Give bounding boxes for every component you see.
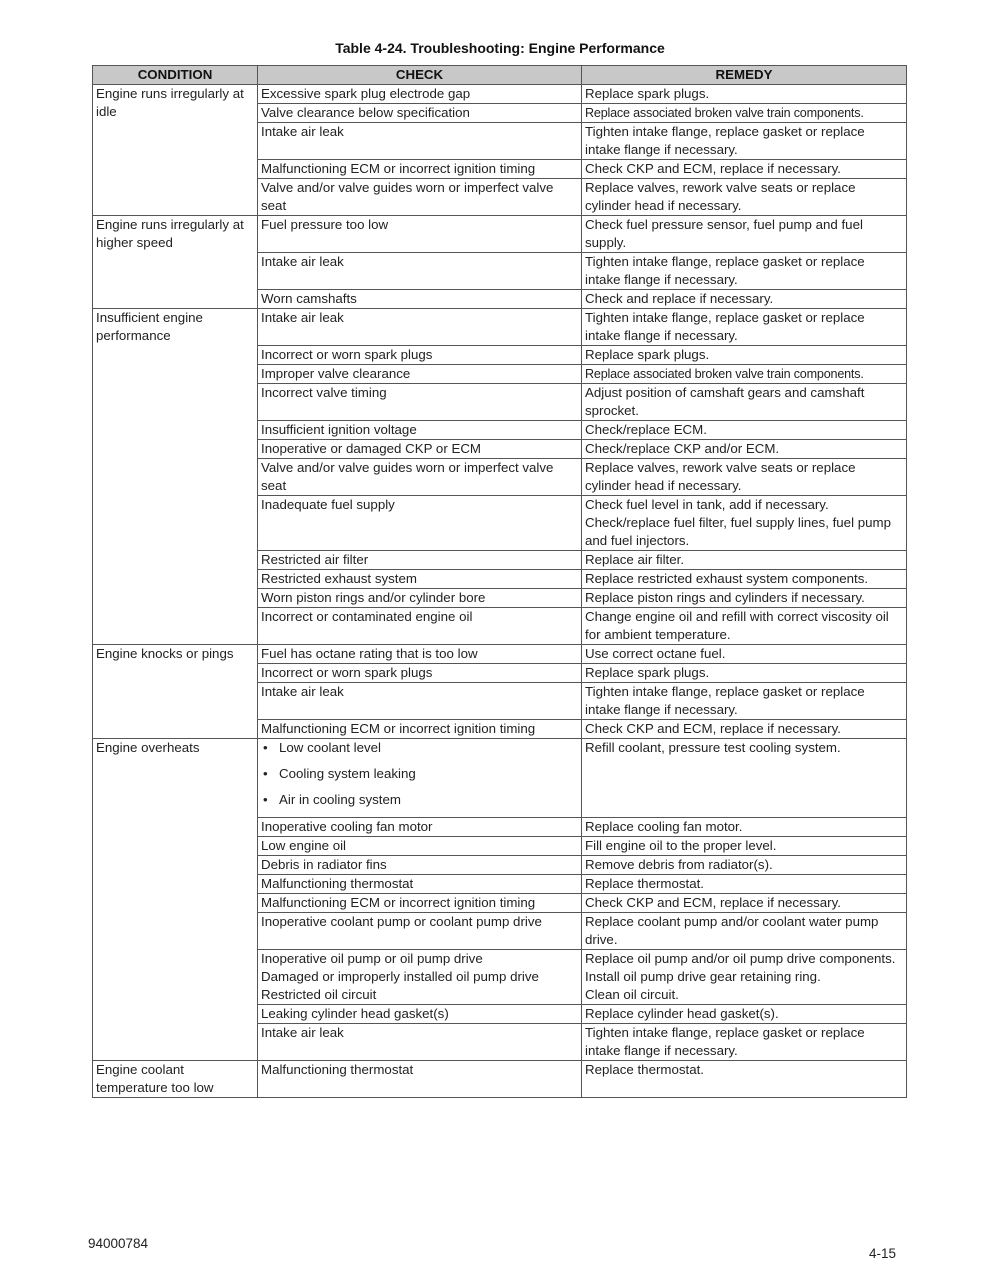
- remedy-cell: Adjust position of camshaft gears and camshaft sprocket.: [582, 384, 907, 421]
- check-cell: Fuel has octane rating that is too low: [258, 645, 582, 664]
- remedy-cell: Remove debris from radiator(s).: [582, 856, 907, 875]
- remedy-cell: Replace valves, rework valve seats or replace cylinder head if necessary.: [582, 459, 907, 496]
- check-cell: Restricted air filter: [258, 551, 582, 570]
- check-cell: Restricted exhaust system: [258, 570, 582, 589]
- check-cell: Malfunctioning ECM or incorrect ignition timing: [258, 894, 582, 913]
- remedy-cell: Check fuel pressure sensor, fuel pump and fuel supply.: [582, 216, 907, 253]
- remedy-cell: Tighten intake flange, replace gasket or replace intake flange if necessary.: [582, 253, 907, 290]
- check-cell: Debris in radiator fins: [258, 856, 582, 875]
- check-cell: Valve and/or valve guides worn or imperfect valve seat: [258, 179, 582, 216]
- remedy-cell: Check CKP and ECM, replace if necessary.: [582, 160, 907, 179]
- check-cell: Improper valve clearance: [258, 365, 582, 384]
- remedy-line: Clean oil circuit.: [585, 987, 679, 1002]
- list-item: • Cooling system leaking: [261, 765, 578, 791]
- check-cell: Malfunctioning thermostat: [258, 1061, 582, 1098]
- bullet-list: [261, 739, 578, 817]
- remedy-cell: Replace thermostat.: [582, 1061, 907, 1098]
- remedy-cell: Check fuel level in tank, add if necessary. Check/replace fuel filter, fuel supply lines, fuel pump and fuel injectors.: [582, 496, 907, 551]
- check-cell: Inoperative cooling fan motor: [258, 818, 582, 837]
- check-cell: Malfunctioning ECM or incorrect ignition timing: [258, 160, 582, 179]
- check-header: CHECK: [258, 66, 582, 85]
- check-cell: Fuel pressure too low: [258, 216, 582, 253]
- remedy-cell: Change engine oil and refill with correct viscosity oil for ambient temperature.: [582, 608, 907, 645]
- troubleshooting-table: [92, 65, 907, 1098]
- remedy-line: Install oil pump drive gear retaining ring.: [585, 969, 821, 984]
- remedy-cell: Check/replace CKP and/or ECM.: [582, 440, 907, 459]
- check-cell: Malfunctioning ECM or incorrect ignition timing: [258, 720, 582, 739]
- check-cell: Incorrect or worn spark plugs: [258, 664, 582, 683]
- remedy-cell: Replace restricted exhaust system components.: [582, 570, 907, 589]
- remedy-cell: Tighten intake flange, replace gasket or replace intake flange if necessary.: [582, 1024, 907, 1061]
- condition-cell: Engine knocks or pings: [93, 645, 258, 739]
- check-cell: Incorrect or worn spark plugs: [258, 346, 582, 365]
- condition-cell: Engine runs irregularly at higher speed: [93, 216, 258, 309]
- remedy-cell: Check CKP and ECM, replace if necessary.: [582, 894, 907, 913]
- document-number: 94000784: [88, 1236, 149, 1251]
- table-header-row: [93, 66, 907, 85]
- list-item: • Air in cooling system: [261, 791, 578, 817]
- remedy-cell: Replace coolant pump and/or coolant water pump drive.: [582, 913, 907, 950]
- check-cell: Excessive spark plug electrode gap: [258, 85, 582, 104]
- remedy-cell: Tighten intake flange, replace gasket or replace intake flange if necessary.: [582, 309, 907, 346]
- check-cell: [258, 950, 582, 1005]
- condition-cell: Engine overheats: [93, 739, 258, 1061]
- check-cell: Incorrect or contaminated engine oil: [258, 608, 582, 645]
- check-cell: Insufficient ignition voltage: [258, 421, 582, 440]
- list-item: • Low coolant level: [261, 739, 578, 765]
- remedy-header: REMEDY: [582, 66, 907, 85]
- remedy-line: Replace oil pump and/or oil pump drive components.: [585, 951, 896, 966]
- condition-header: CONDITION: [93, 66, 258, 85]
- check-cell: Incorrect valve timing: [258, 384, 582, 421]
- check-cell: Valve and/or valve guides worn or imperfect valve seat: [258, 459, 582, 496]
- check-cell: [258, 739, 582, 818]
- remedy-cell: Replace spark plugs.: [582, 346, 907, 365]
- table-row: [93, 309, 907, 346]
- remedy-cell: Check CKP and ECM, replace if necessary.: [582, 720, 907, 739]
- check-line: Inoperative oil pump or oil pump drive: [261, 951, 483, 966]
- table-row: [93, 1061, 907, 1098]
- condition-cell: Engine coolant temperature too low: [93, 1061, 258, 1098]
- remedy-cell: Replace associated broken valve train components.: [582, 365, 907, 384]
- remedy-cell: Replace cooling fan motor.: [582, 818, 907, 837]
- remedy-cell: Replace spark plugs.: [582, 85, 907, 104]
- remedy-cell: Use correct octane fuel.: [582, 645, 907, 664]
- check-cell: Valve clearance below specification: [258, 104, 582, 123]
- check-cell: Intake air leak: [258, 683, 582, 720]
- remedy-cell: Replace piston rings and cylinders if necessary.: [582, 589, 907, 608]
- check-cell: Intake air leak: [258, 253, 582, 290]
- condition-cell: Engine runs irregularly at idle: [93, 85, 258, 216]
- check-cell: Low engine oil: [258, 837, 582, 856]
- check-cell: Worn camshafts: [258, 290, 582, 309]
- page-number: 4-15: [869, 1246, 897, 1261]
- condition-cell: Insufficient engine performance: [93, 309, 258, 645]
- table-title: Table 4-24. Troubleshooting: Engine Performance: [335, 40, 665, 56]
- remedy-cell: Replace thermostat.: [582, 875, 907, 894]
- remedy-cell: Replace cylinder head gasket(s).: [582, 1005, 907, 1024]
- table-row: [93, 645, 907, 664]
- check-cell: Inoperative or damaged CKP or ECM: [258, 440, 582, 459]
- remedy-cell: Tighten intake flange, replace gasket or replace intake flange if necessary.: [582, 123, 907, 160]
- check-line: Damaged or improperly installed oil pump drive: [261, 969, 539, 984]
- check-cell: Malfunctioning thermostat: [258, 875, 582, 894]
- check-cell: Leaking cylinder head gasket(s): [258, 1005, 582, 1024]
- check-cell: Intake air leak: [258, 123, 582, 160]
- remedy-cell: Replace associated broken valve train components.: [582, 104, 907, 123]
- check-cell: Inoperative coolant pump or coolant pump drive: [258, 913, 582, 950]
- check-line: Restricted oil circuit: [261, 987, 377, 1002]
- check-cell: Intake air leak: [258, 1024, 582, 1061]
- table-row: [93, 216, 907, 253]
- table-row: [93, 85, 907, 104]
- remedy-cell: Replace spark plugs.: [582, 664, 907, 683]
- remedy-cell: Fill engine oil to the proper level.: [582, 837, 907, 856]
- remedy-cell: Check and replace if necessary.: [582, 290, 907, 309]
- remedy-cell: Replace valves, rework valve seats or replace cylinder head if necessary.: [582, 179, 907, 216]
- check-cell: Inadequate fuel supply: [258, 496, 582, 551]
- check-cell: Worn piston rings and/or cylinder bore: [258, 589, 582, 608]
- table-row: [93, 739, 907, 818]
- remedy-cell: Replace air filter.: [582, 551, 907, 570]
- check-cell: Intake air leak: [258, 309, 582, 346]
- remedy-cell: Tighten intake flange, replace gasket or replace intake flange if necessary.: [582, 683, 907, 720]
- remedy-cell: [582, 950, 907, 1005]
- remedy-cell: Check/replace ECM.: [582, 421, 907, 440]
- remedy-cell: Refill coolant, pressure test cooling system.: [582, 739, 907, 818]
